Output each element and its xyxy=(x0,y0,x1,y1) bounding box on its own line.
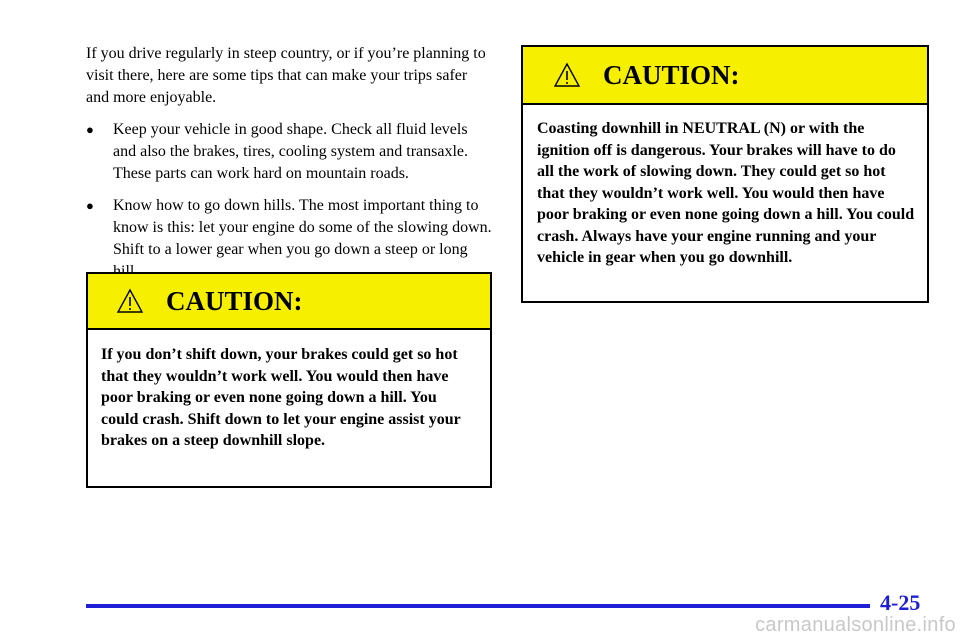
left-column xyxy=(86,43,492,293)
caution-title: CAUTION: xyxy=(166,285,303,316)
caution-body: Coasting downhill in NEUTRAL (N) or with the ignition off is dangerous. Your brakes will have to do all the work of slowing down. They could get so hot that they wouldn’t work well. You would then have poor braking or even none going down a hill. You could crash. Always have your engine running and your vehicle in gear when you go downhill. xyxy=(537,120,915,266)
tips-list xyxy=(86,119,492,283)
footer-rule xyxy=(86,604,870,608)
intro-paragraph: If you drive regularly in steep country, or if you’re planning to visit there, here are some tips that can make your trips safer and more enjoyable. xyxy=(86,45,486,106)
bullet-text: Know how to go down hills. The most important thing to know is this: let your engine do some of the slowing down. Shift to a lower gear when you go down a steep or long xyxy=(113,197,492,258)
warning-triangle-icon xyxy=(553,62,581,88)
page-number: 4-25 xyxy=(880,590,921,615)
bullet-icon: ● xyxy=(86,198,94,213)
caution-header xyxy=(523,47,927,105)
list-item xyxy=(86,119,492,185)
warning-triangle-icon xyxy=(116,288,144,314)
list-item xyxy=(86,195,492,283)
caution-box-shift-down xyxy=(86,272,492,488)
watermark: carmanualsonline.info xyxy=(755,614,956,636)
caution-body: If you don’t shift down, your brakes could get so hot that they wouldn’t work well. You would then have poor braking or even none going down a hill. You could crash. Shift down to let your engine assist your brakes on a steep downhill slope. xyxy=(101,346,461,449)
caution-box-coasting xyxy=(521,45,929,303)
bullet-text: Keep your vehicle in good shape. Check all fluid levels and also the brakes, tires, cooling system and transaxle. These parts can work hard on mountain roads. xyxy=(113,121,469,182)
caution-title: CAUTION: xyxy=(603,59,740,90)
caution-header xyxy=(88,274,490,330)
bullet-icon: ● xyxy=(86,122,94,137)
